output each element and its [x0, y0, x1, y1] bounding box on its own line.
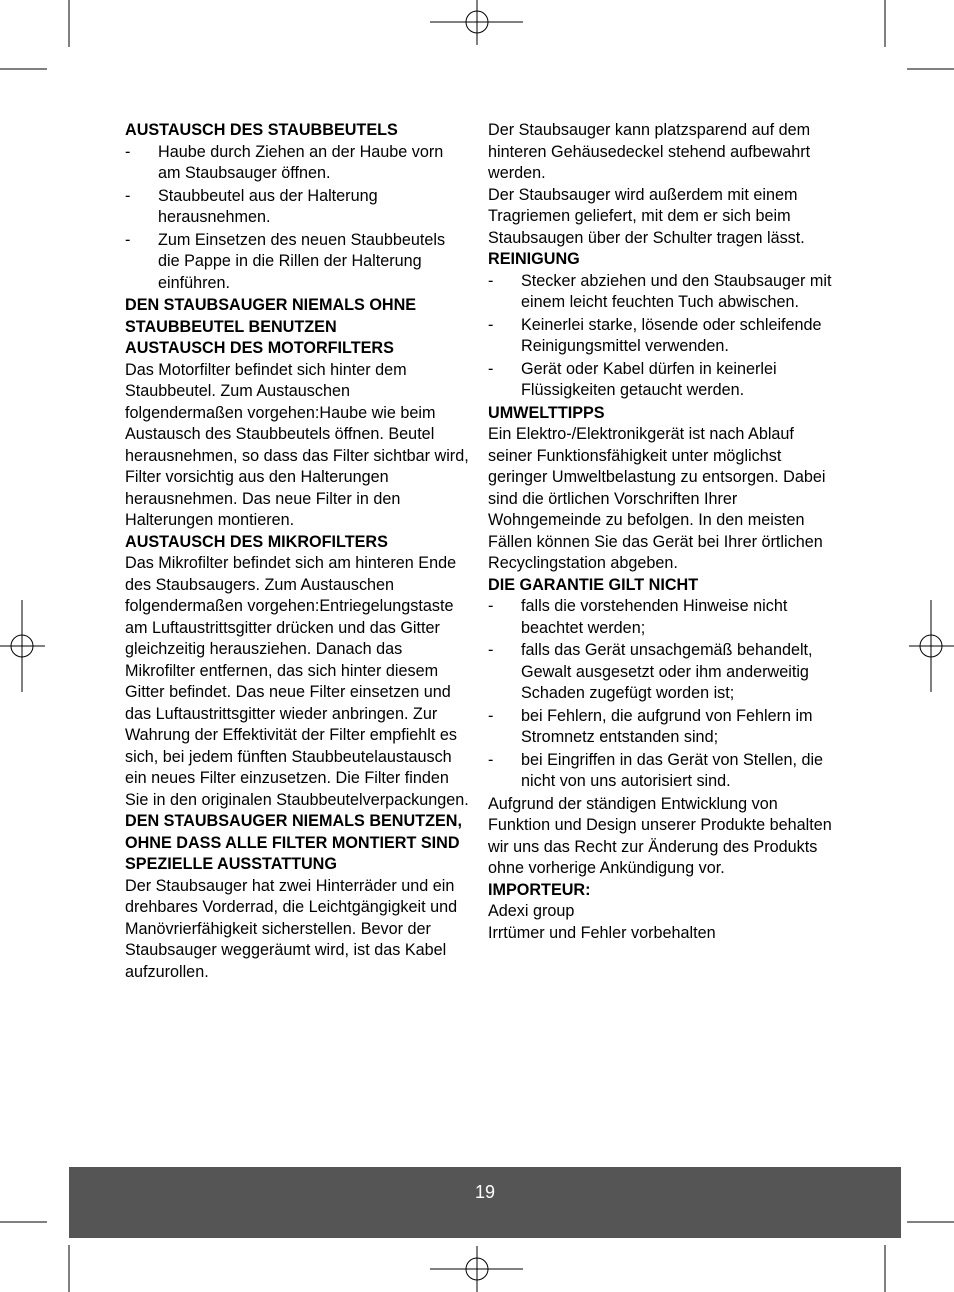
reinigung-list — [488, 271, 833, 402]
heading-ausstattung: SPEZIELLE AUSSTATTUNG — [125, 855, 337, 873]
registration-mark-bottom — [430, 1246, 523, 1292]
heading-garantie: DIE GARANTIE GILT NICHT — [488, 575, 699, 594]
right-column — [488, 120, 833, 944]
registration-mark-top — [430, 0, 523, 45]
registration-mark-right — [909, 600, 954, 692]
left-column — [125, 120, 470, 983]
heading-reinigung: REINIGUNG — [488, 250, 580, 268]
list-item: - Gerät oder Kabel dürfen in keinerlei Flüssigkeiten getaucht werden. — [488, 359, 777, 399]
disclaimer: Irrtümer und Fehler vorbehalten — [488, 923, 716, 942]
list-item: - bei Eingriffen in das Gerät von Stellen, die nicht von uns autorisiert sind. — [488, 750, 824, 790]
paragraph-motorfilter: Das Motorfilter befindet sich hinter dem Staubbeutel. Zum Austauschen folgendermaßen vorgehen:Haube wie beim Austausch des Staubbeutels öffnen. Beutel herausnehmen, so dass das Filter sichtbar wird, Filter vorsichtig aus den Halterungen herausnehmen. Das neue Filter in den Halterungen montieren. — [125, 360, 469, 529]
registration-mark-left — [0, 600, 45, 692]
list-item: - Staubbeutel aus der Halterung herausnehmen. — [125, 186, 378, 226]
paragraph-strap: Der Staubsauger wird außerdem mit einem Tragriemen geliefert, mit dem er sich beim Staubsaugen über der Schulter tragen lässt. — [488, 185, 805, 247]
garantie-list — [488, 596, 833, 793]
heading-umwelttipps: UMWELTTIPPS — [488, 403, 605, 422]
list-item: - Keinerlei starke, lösende oder schleifende Reinigungsmittel verwenden. — [488, 315, 822, 355]
footer-bar — [69, 1167, 901, 1238]
warning-no-bag: DEN STAUBSAUGER NIEMALS OHNE STAUBBEUTEL BENUTZEN — [125, 296, 417, 336]
page-number: 19 — [474, 1182, 496, 1202]
list-item: - Haube durch Ziehen an der Haube vorn am Staubsauger öffnen. — [125, 142, 444, 182]
paragraph-mikrofilter: Das Mikrofilter befindet sich am hinteren Ende des Staubsaugers. Zum Austauschen folgendermaßen vorgehen:Entriegelungstaste am Luftaustrittsgitter drücken und das Gitter gleichzeitig herausziehen. Danach das Mikrofilter entfernen, das sich hinter diesem Gitter befindet. Das neue Filter einsetzen und das Luftaustrittsgitter wieder anbringen. Zur Wahrung der Effektivität der Filter empfiehlt es sich, bei jedem fünften Staubbeutelaustausch ein neues Filter einzusetzen. Die Filter finden Sie in den originalen Staubbeutelverpackungen. — [125, 554, 469, 809]
list-item: - falls das Gerät unsachgemäß behandelt, Gewalt ausgesetzt oder ihm anderweitig Schaden zugefügt worden ist; — [488, 641, 813, 702]
importeur-name: Adexi group — [488, 902, 575, 920]
list-item: - Zum Einsetzen des neuen Staubbeutels die Pappe in die Rillen der Halterung einführen. — [125, 230, 446, 292]
heading-importeur: IMPORTEUR: — [488, 880, 591, 899]
paragraph-ausstattung: Der Staubsauger hat zwei Hinterräder und ein drehbares Vorderrad, die Leichtgängigkeit und Manövrierfähigkeit sicherstellen. Bevor der Staubsauger weggeräumt wird, ist das Kabel aufzurollen. — [125, 876, 458, 981]
paragraph-storage: Der Staubsauger kann platzsparend auf dem hinteren Gehäusedeckel stehend aufbewahrt werden. — [488, 121, 811, 182]
list-item: - Stecker abziehen und den Staubsauger mit einem leicht feuchten Tuch abwischen. — [488, 271, 832, 311]
warning-no-filters: DEN STAUBSAUGER NIEMALS BENUTZEN, OHNE DASS ALLE FILTER MONTIERT SIND — [125, 812, 462, 852]
heading-motorfilter: AUSTAUSCH DES MOTORFILTERS — [125, 339, 394, 357]
list-item: - bei Fehlern, die aufgrund von Fehlern im Stromnetz entstanden sind; — [488, 706, 813, 746]
list-item: - falls die vorstehenden Hinweise nicht beachtet werden; — [488, 597, 788, 637]
heading-staubbeutel: AUSTAUSCH DES STAUBBEUTELS — [125, 121, 398, 139]
staubbeutel-steps — [125, 142, 470, 295]
paragraph-aenderung: Aufgrund der ständigen Entwicklung von Funktion und Design unserer Produkte behalten wir uns das Recht zur Änderung des Produkts ohne vorherige Ankündigung vor. — [488, 794, 832, 877]
paragraph-umwelttipps: Ein Elektro-/Elektronikgerät ist nach Ablauf seiner Funktionsfähigkeit unter möglichst geringer Umweltbelastung zu entsorgen. Dabei sind die örtlichen Vorschriften Ihrer Wohngemeinde zu befolgen. In den meisten Fällen können Sie das Gerät bei Ihrer örtlichen Recyclingstation abgeben. — [488, 425, 826, 572]
heading-mikrofilter: AUSTAUSCH DES MIKROFILTERS — [125, 532, 388, 551]
